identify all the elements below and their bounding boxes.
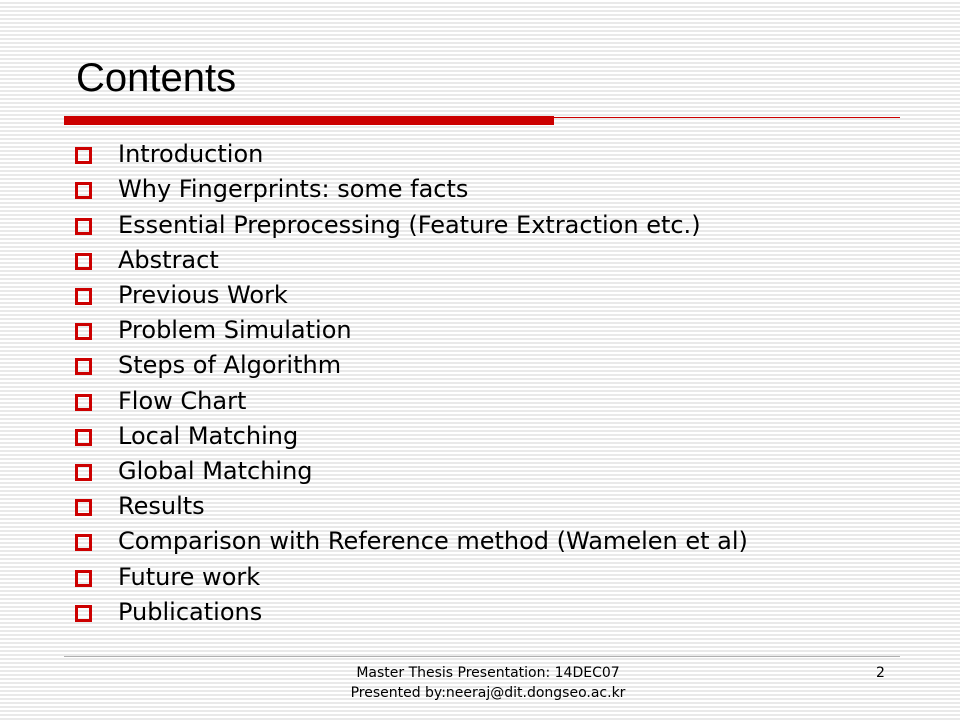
list-item (0, 595, 900, 630)
list-item (0, 560, 900, 595)
list-item-label: Results (118, 492, 205, 520)
list-item-label: Global Matching (118, 457, 313, 485)
list-item (0, 278, 900, 313)
square-bullet-icon (75, 464, 92, 481)
list-item-label: Why Fingerprints: some facts (118, 175, 469, 203)
square-bullet-icon (75, 288, 92, 305)
list-item (0, 489, 900, 524)
title-underline-thick (64, 116, 554, 125)
square-bullet-icon (75, 147, 92, 164)
square-bullet-icon (75, 605, 92, 622)
square-bullet-icon (75, 394, 92, 411)
list-item (0, 454, 900, 489)
list-item (0, 348, 900, 383)
list-item-label: Steps of Algorithm (118, 351, 342, 379)
list-item-label: Essential Preprocessing (Feature Extraction etc.) (118, 211, 701, 239)
slide-title: Contents (76, 56, 237, 100)
list-item-label: Introduction (118, 140, 264, 168)
square-bullet-icon (75, 182, 92, 199)
footer-divider (64, 656, 900, 657)
square-bullet-icon (75, 570, 92, 587)
square-bullet-icon (75, 429, 92, 446)
list-item-label: Publications (118, 598, 263, 626)
list-item (0, 243, 900, 278)
list-item (0, 313, 900, 348)
list-item (0, 419, 900, 454)
list-item-label: Problem Simulation (118, 316, 352, 344)
square-bullet-icon (75, 534, 92, 551)
list-item (0, 524, 900, 559)
footer-line-1: Master Thesis Presentation: 14DEC07 (356, 665, 620, 681)
square-bullet-icon (75, 253, 92, 270)
list-item (0, 172, 900, 207)
list-item-label: Previous Work (118, 281, 288, 309)
list-item-label: Abstract (118, 246, 219, 274)
list-item (0, 137, 900, 172)
page-number: 2 (876, 665, 885, 681)
footer (0, 663, 960, 703)
list-item-label: Flow Chart (118, 387, 247, 415)
square-bullet-icon (75, 218, 92, 235)
list-item (0, 384, 900, 419)
square-bullet-icon (75, 323, 92, 340)
footer-line-2: Presented by:neeraj@dit.dongseo.ac.kr (350, 685, 626, 701)
list-item (0, 208, 900, 243)
list-item-label: Future work (118, 563, 261, 591)
list-item-label: Local Matching (118, 422, 299, 450)
square-bullet-icon (75, 358, 92, 375)
list-item-label: Comparison with Reference method (Wamelen et al) (118, 527, 748, 555)
square-bullet-icon (75, 499, 92, 516)
